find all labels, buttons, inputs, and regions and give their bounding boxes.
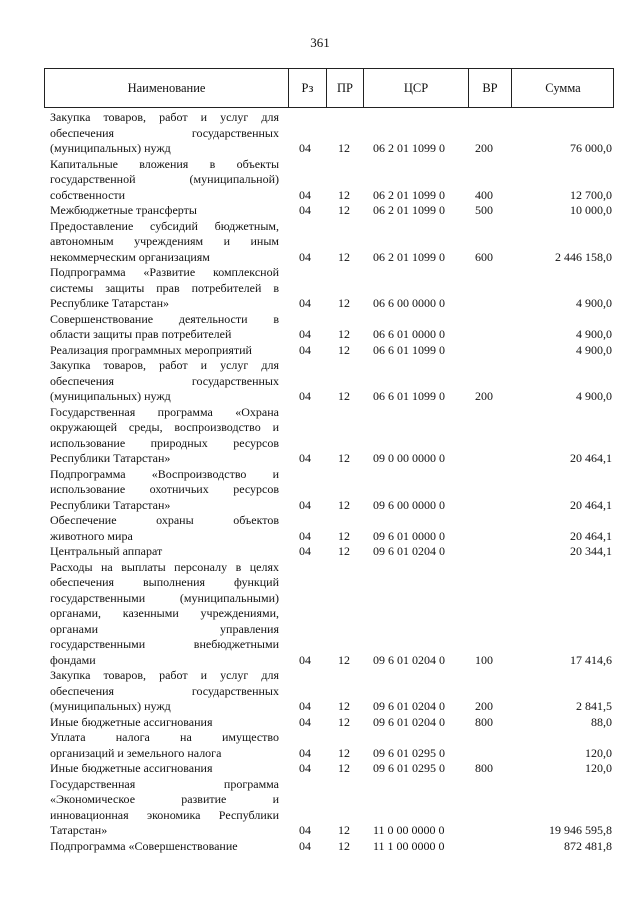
row-sum: 12 700,0 xyxy=(570,187,612,202)
row-csr: 09 6 01 0204 0 xyxy=(373,652,445,667)
row-rz: 04 xyxy=(299,389,311,403)
row-rz: 04 xyxy=(299,187,311,202)
row-name-line: органами, казенными учреждениями, xyxy=(50,606,279,620)
row-name-line: Подпрограмма «Развитие комплексной xyxy=(50,265,279,279)
row-name-line: (муниципальных) нужд xyxy=(50,389,171,403)
row-csr: 09 0 00 0000 0 xyxy=(373,451,445,465)
row-vr: 500 xyxy=(475,203,493,217)
row-sum: 20 464,1 xyxy=(570,528,612,543)
row-name xyxy=(50,405,279,467)
row-csr: 06 6 01 1099 0 xyxy=(373,389,445,403)
row-pr: 12 xyxy=(338,342,350,357)
row-csr: 06 2 01 1099 0 xyxy=(373,141,445,155)
row-sum: 4 900,0 xyxy=(576,327,612,341)
row-rz: 04 xyxy=(299,838,311,853)
row-rz: 04 xyxy=(299,652,311,667)
row-name-line: окружающей среды, воспроизводство и xyxy=(50,420,279,434)
row-name-line: (муниципальных) нужд xyxy=(50,699,171,713)
table-row xyxy=(0,839,640,855)
row-pr: 12 xyxy=(338,528,350,543)
row-name xyxy=(50,203,279,219)
table-row xyxy=(0,405,640,467)
row-name-line: государственными (муниципальными) xyxy=(50,590,279,605)
row-name-line: Государственная программа «Охрана xyxy=(50,404,279,419)
row-sum: 4 900,0 xyxy=(576,296,612,310)
row-pr: 12 xyxy=(338,296,350,310)
row-name-line: Закупка товаров, работ и услуг для xyxy=(50,668,279,682)
row-sum: 2 446 158,0 xyxy=(555,249,612,264)
row-name-line: Подпрограмма «Воспроизводство и xyxy=(50,466,279,481)
table-row xyxy=(0,467,640,514)
row-sum: 2 841,5 xyxy=(576,699,612,713)
row-rz: 04 xyxy=(299,497,311,512)
page-number: 361 xyxy=(310,35,330,50)
row-pr: 12 xyxy=(338,187,350,202)
row-vr: 800 xyxy=(475,761,493,775)
row-vr: 200 xyxy=(475,389,493,403)
row-name-line: Закупка товаров, работ и услуг для xyxy=(50,358,279,372)
row-name-line: некоммерческим организациям xyxy=(50,249,210,264)
row-pr: 12 xyxy=(338,714,350,729)
row-csr: 06 2 01 1099 0 xyxy=(373,249,445,264)
row-name-line: Республике Татарстан» xyxy=(50,296,170,310)
row-name xyxy=(50,358,279,405)
row-csr: 06 6 01 0000 0 xyxy=(373,327,445,341)
column-header-vr: ВР xyxy=(468,69,511,107)
row-csr: 06 2 01 1099 0 xyxy=(373,187,445,202)
row-pr: 12 xyxy=(338,249,350,264)
row-csr: 06 6 01 1099 0 xyxy=(373,342,445,357)
row-name-line: Совершенствование деятельности в xyxy=(50,311,279,326)
row-pr: 12 xyxy=(338,497,350,512)
row-sum: 20 464,1 xyxy=(570,451,612,465)
row-vr: 200 xyxy=(475,141,493,155)
row-name-line: Республики Татарстан» xyxy=(50,451,171,465)
row-pr: 12 xyxy=(338,838,350,853)
row-csr: 11 1 00 0000 0 xyxy=(373,838,445,853)
row-name-line: Республики Татарстан» xyxy=(50,497,171,512)
row-name-line: Уплата налога на имущество xyxy=(50,730,279,744)
row-name xyxy=(50,668,279,715)
table-row xyxy=(0,668,640,715)
row-name-line: государственной (муниципальной) xyxy=(50,172,279,186)
row-csr: 09 6 01 0204 0 xyxy=(373,544,445,558)
row-sum: 4 900,0 xyxy=(576,342,612,357)
row-name-line: области защиты прав потребителей xyxy=(50,327,232,341)
row-name xyxy=(50,343,279,359)
row-sum: 872 481,8 xyxy=(564,838,612,853)
row-vr: 400 xyxy=(475,187,493,202)
row-name-line: органами управления xyxy=(50,621,279,636)
row-pr: 12 xyxy=(338,761,350,775)
row-pr: 12 xyxy=(338,203,350,217)
row-vr: 100 xyxy=(475,652,493,667)
table-row xyxy=(0,157,640,204)
row-name-line: Расходы на выплаты персоналу в целях xyxy=(50,559,279,574)
row-name-line: обеспечения государственных xyxy=(50,683,279,698)
table-row xyxy=(0,312,640,343)
row-pr: 12 xyxy=(338,823,350,837)
row-pr: 12 xyxy=(338,544,350,558)
table-row xyxy=(0,343,640,359)
row-name-line: Реализация программных мероприятий xyxy=(50,342,252,357)
table-row xyxy=(0,777,640,839)
row-rz: 04 xyxy=(299,203,311,217)
column-header-pr: ПР xyxy=(326,69,363,107)
table-row xyxy=(0,110,640,157)
row-rz: 04 xyxy=(299,528,311,543)
row-sum: 20 344,1 xyxy=(570,544,612,558)
row-csr: 06 2 01 1099 0 xyxy=(373,203,445,217)
row-name xyxy=(50,560,279,669)
row-name xyxy=(50,265,279,312)
row-name-line: Иные бюджетные ассигнования xyxy=(50,761,213,775)
row-rz: 04 xyxy=(299,451,311,465)
row-vr: 600 xyxy=(475,249,493,264)
row-name xyxy=(50,761,279,777)
row-sum: 76 000,0 xyxy=(570,141,612,155)
row-sum: 20 464,1 xyxy=(570,497,612,512)
row-vr: 200 xyxy=(475,699,493,713)
row-sum: 120,0 xyxy=(585,745,612,760)
row-rz: 04 xyxy=(299,249,311,264)
row-name-line: Обеспечение охраны объектов xyxy=(50,513,279,527)
row-rz: 04 xyxy=(299,342,311,357)
column-header-rz: Рз xyxy=(288,69,326,107)
row-name-line: Капитальные вложения в объекты xyxy=(50,156,279,171)
table-header xyxy=(44,68,614,108)
table-row xyxy=(0,358,640,405)
row-name xyxy=(50,312,279,343)
row-pr: 12 xyxy=(338,699,350,713)
table-row xyxy=(0,513,640,544)
row-name-line: автономным учреждениям и иным xyxy=(50,234,279,248)
row-name xyxy=(50,467,279,514)
row-csr: 09 6 00 0000 0 xyxy=(373,497,445,512)
row-name xyxy=(50,157,279,204)
row-rz: 04 xyxy=(299,296,311,310)
row-csr: 09 6 01 0000 0 xyxy=(373,528,445,543)
row-name-line: государственными внебюджетными xyxy=(50,637,279,651)
row-name xyxy=(50,544,279,560)
row-name-line: Подпрограмма «Совершенствование xyxy=(50,838,238,853)
row-name-line: обеспечения выполнения функций xyxy=(50,575,279,589)
row-sum: 10 000,0 xyxy=(570,203,612,217)
column-header-sum: Сумма xyxy=(511,69,614,107)
table-row xyxy=(0,265,640,312)
row-name-line: животного мира xyxy=(50,528,133,543)
table-row xyxy=(0,715,640,731)
row-name-line: Предоставление субсидий бюджетным, xyxy=(50,218,279,233)
row-sum: 88,0 xyxy=(591,714,612,729)
row-pr: 12 xyxy=(338,389,350,403)
table-row xyxy=(0,219,640,266)
row-pr: 12 xyxy=(338,327,350,341)
row-sum: 19 946 595,8 xyxy=(549,823,612,837)
row-name-line: Государственная программа xyxy=(50,776,279,791)
row-csr: 09 6 01 0204 0 xyxy=(373,699,445,713)
column-header-csr: ЦСР xyxy=(363,69,468,107)
row-sum: 17 414,6 xyxy=(570,652,612,667)
row-name xyxy=(50,110,279,157)
row-name xyxy=(50,730,279,761)
row-name xyxy=(50,513,279,544)
row-rz: 04 xyxy=(299,327,311,341)
row-vr: 800 xyxy=(475,714,493,729)
row-name-line: (муниципальных) нужд xyxy=(50,141,171,155)
row-name xyxy=(50,219,279,266)
row-pr: 12 xyxy=(338,652,350,667)
row-name-line: обеспечения государственных xyxy=(50,373,279,388)
table-row xyxy=(0,544,640,560)
row-pr: 12 xyxy=(338,745,350,760)
row-rz: 04 xyxy=(299,141,311,155)
table-row xyxy=(0,560,640,669)
row-sum: 4 900,0 xyxy=(576,389,612,403)
row-name-line: Татарстан» xyxy=(50,823,108,837)
row-name xyxy=(50,715,279,731)
row-name xyxy=(50,839,279,855)
row-name-line: организаций и земельного налога xyxy=(50,745,222,760)
row-rz: 04 xyxy=(299,544,311,558)
row-name-line: Центральный аппарат xyxy=(50,544,163,558)
row-name-line: Иные бюджетные ассигнования xyxy=(50,714,213,729)
row-name-line: собственности xyxy=(50,187,126,202)
row-pr: 12 xyxy=(338,141,350,155)
row-name xyxy=(50,777,279,839)
table-row xyxy=(0,730,640,761)
row-csr: 09 6 01 0204 0 xyxy=(373,714,445,729)
row-name-line: инновационная экономика Республики xyxy=(50,807,279,822)
row-rz: 04 xyxy=(299,745,311,760)
row-name-line: фондами xyxy=(50,652,96,667)
table-row xyxy=(0,761,640,777)
row-name-line: Межбюджетные трансферты xyxy=(50,203,197,217)
row-csr: 09 6 01 0295 0 xyxy=(373,761,445,775)
row-sum: 120,0 xyxy=(585,761,612,775)
row-rz: 04 xyxy=(299,699,311,713)
row-pr: 12 xyxy=(338,451,350,465)
row-rz: 04 xyxy=(299,761,311,775)
row-name-line: использование природных ресурсов xyxy=(50,435,279,450)
row-csr: 06 6 00 0000 0 xyxy=(373,296,445,310)
row-csr: 09 6 01 0295 0 xyxy=(373,745,445,760)
table-row xyxy=(0,203,640,219)
row-name-line: Закупка товаров, работ и услуг для xyxy=(50,110,279,124)
row-rz: 04 xyxy=(299,714,311,729)
row-name-line: системы защиты прав потребителей в xyxy=(50,280,279,295)
row-name-line: обеспечения государственных xyxy=(50,125,279,140)
row-csr: 11 0 00 0000 0 xyxy=(373,823,445,837)
column-header-name: Наименование xyxy=(127,81,206,95)
row-name-line: «Экономическое развитие и xyxy=(50,792,279,806)
row-rz: 04 xyxy=(299,823,311,837)
row-name-line: использование охотничьих ресурсов xyxy=(50,482,279,496)
